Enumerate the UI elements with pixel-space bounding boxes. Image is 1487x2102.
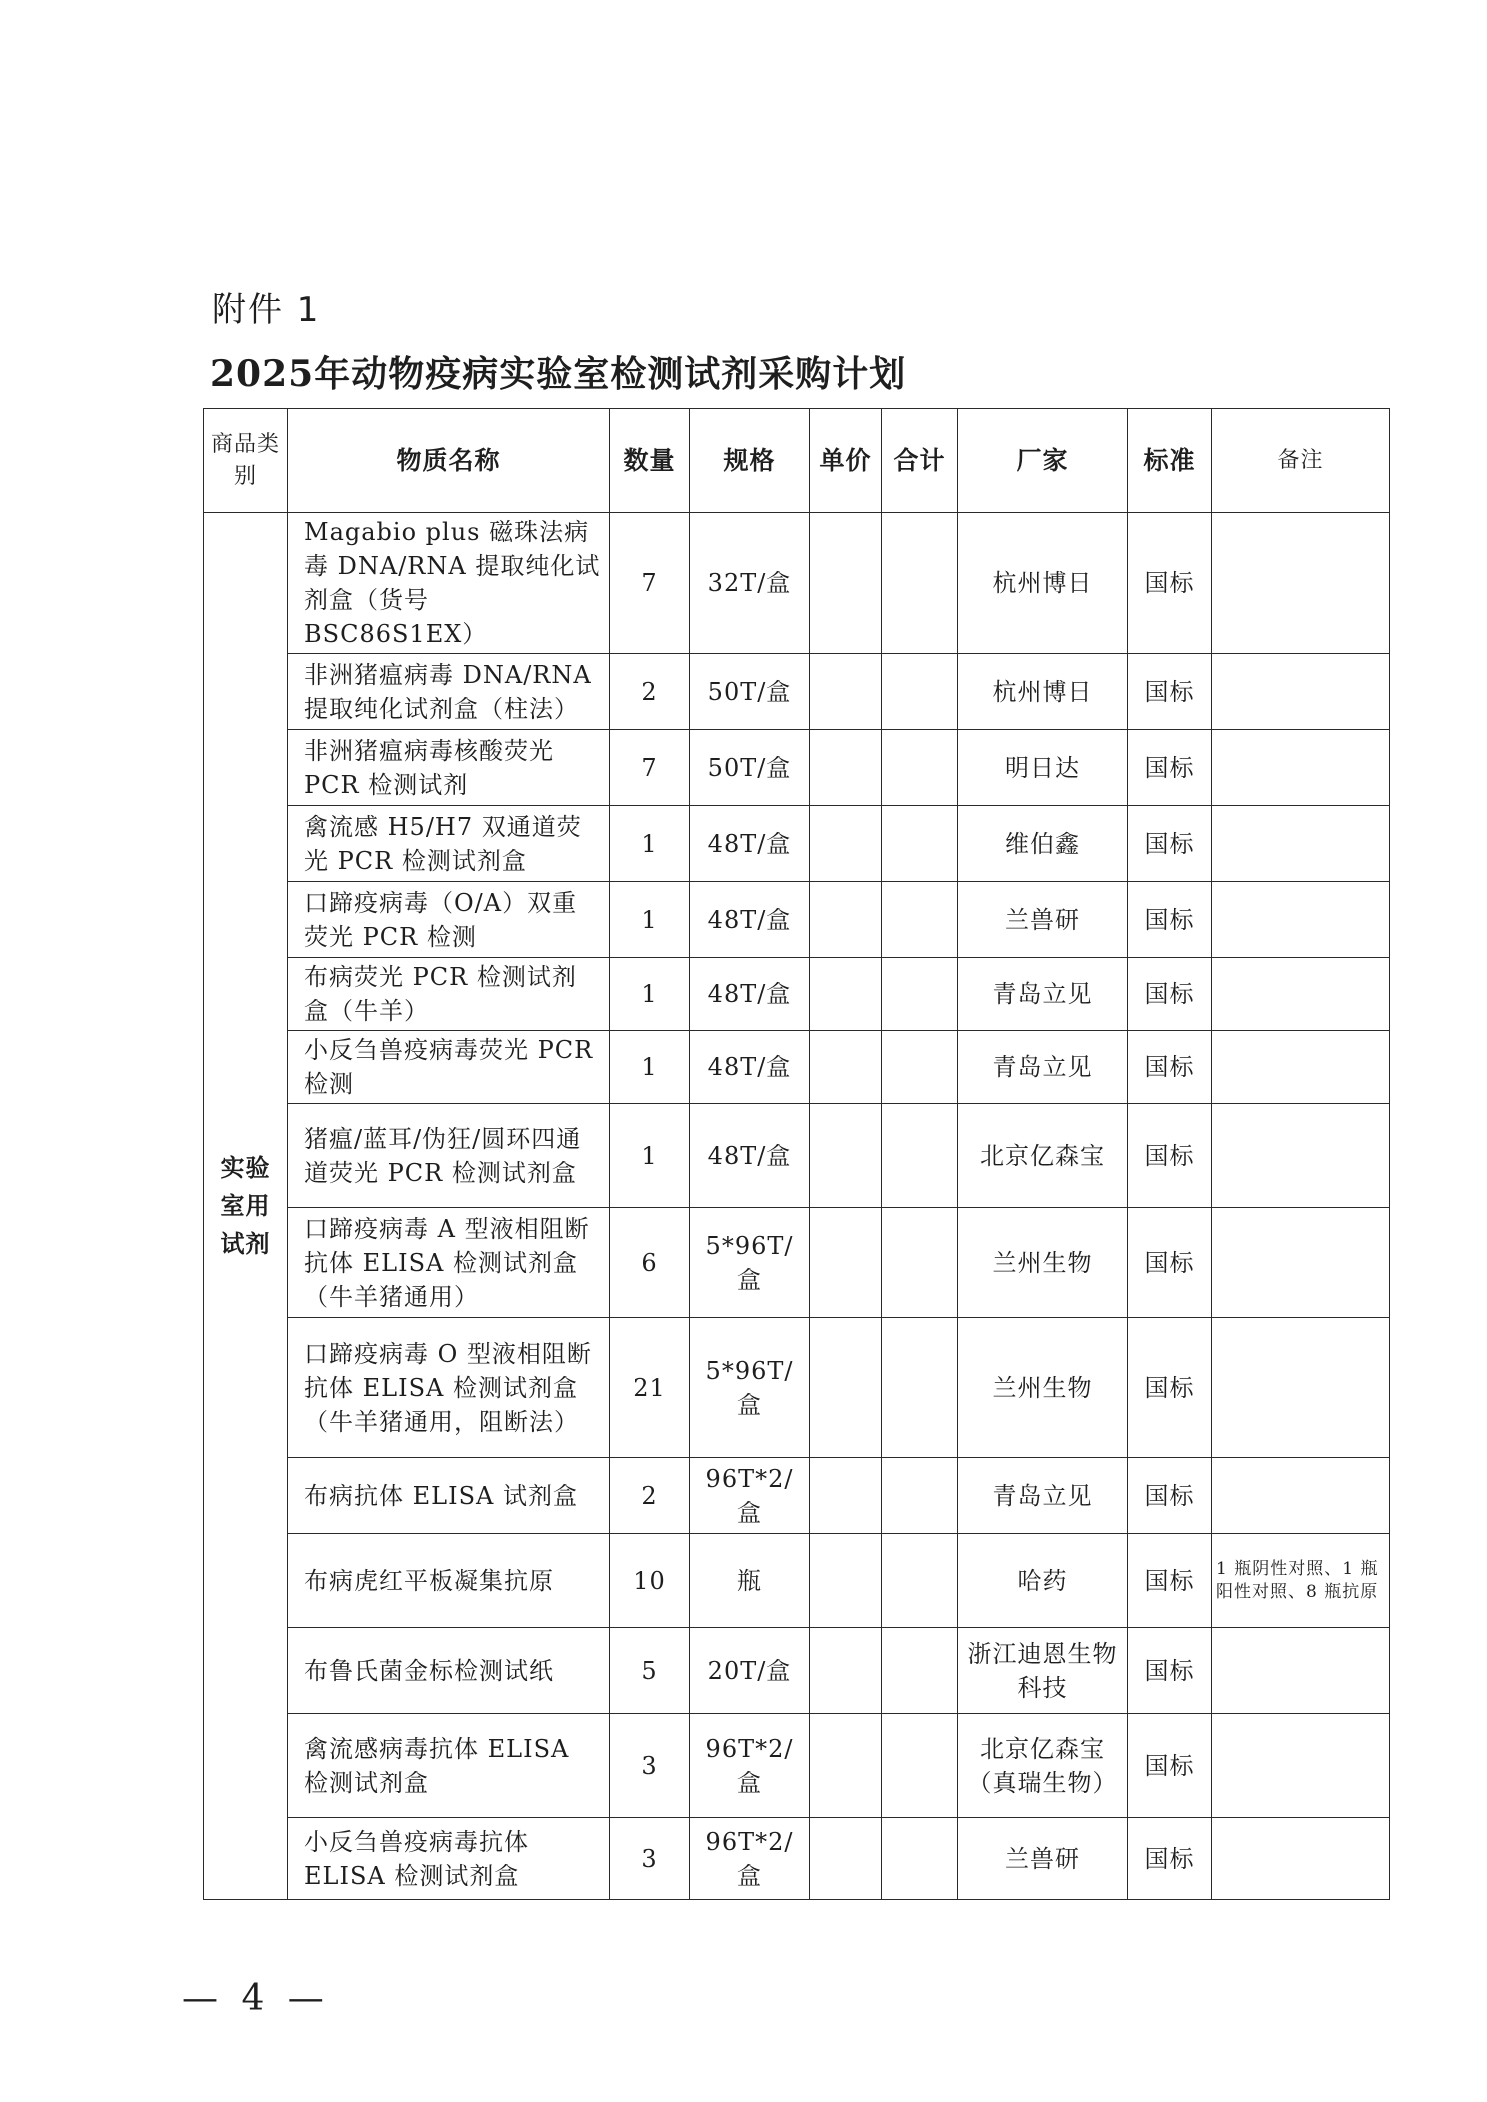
total-cell	[882, 1534, 958, 1628]
table-row	[204, 1714, 1390, 1818]
manufacturer-cell: 哈药	[958, 1534, 1128, 1628]
remark-cell	[1212, 1818, 1390, 1900]
manufacturer-cell: 兰兽研	[958, 882, 1128, 958]
quantity-cell: 21	[610, 1318, 690, 1458]
name-cell: 猪瘟/蓝耳/伪狂/圆环四通道荧光 PCR 检测试剂盒	[288, 1104, 610, 1208]
manufacturer-cell: 青岛立见	[958, 958, 1128, 1031]
standard-cell: 国标	[1128, 1318, 1212, 1458]
spec-cell: 48T/盒	[690, 806, 810, 882]
manufacturer-cell: 杭州博日	[958, 513, 1128, 654]
unit-price-cell	[810, 1818, 882, 1900]
header-quantity: 数量	[610, 409, 690, 513]
unit-price-cell	[810, 654, 882, 730]
remark-cell	[1212, 1318, 1390, 1458]
remark-cell	[1212, 654, 1390, 730]
spec-cell: 48T/盒	[690, 1031, 810, 1104]
name-cell: 布鲁氏菌金标检测试纸	[288, 1628, 610, 1714]
name-cell: 口蹄疫病毒（O/A）双重荧光 PCR 检测	[288, 882, 610, 958]
manufacturer-cell: 兰州生物	[958, 1208, 1128, 1318]
spec-cell: 48T/盒	[690, 1104, 810, 1208]
spec-cell: 96T*2/盒	[690, 1818, 810, 1900]
unit-price-cell	[810, 806, 882, 882]
total-cell	[882, 654, 958, 730]
table-row	[204, 1031, 1390, 1104]
header-name: 物质名称	[288, 409, 610, 513]
remark-cell	[1212, 806, 1390, 882]
unit-price-cell	[810, 1031, 882, 1104]
unit-price-cell	[810, 1318, 882, 1458]
name-cell: 布病抗体 ELISA 试剂盒	[288, 1458, 610, 1534]
remark-cell	[1212, 1458, 1390, 1534]
table-row	[204, 1534, 1390, 1628]
table-row	[204, 513, 1390, 654]
total-cell	[882, 1628, 958, 1714]
quantity-cell: 3	[610, 1714, 690, 1818]
unit-price-cell	[810, 1628, 882, 1714]
spec-cell: 5*96T/盒	[690, 1318, 810, 1458]
quantity-cell: 1	[610, 958, 690, 1031]
name-cell: 布病虎红平板凝集抗原	[288, 1534, 610, 1628]
total-cell	[882, 730, 958, 806]
unit-price-cell	[810, 1714, 882, 1818]
procurement-table	[203, 408, 1390, 1900]
remark-cell	[1212, 1628, 1390, 1714]
spec-cell: 20T/盒	[690, 1628, 810, 1714]
total-cell	[882, 1208, 958, 1318]
spec-cell: 50T/盒	[690, 730, 810, 806]
total-cell	[882, 1714, 958, 1818]
unit-price-cell	[810, 1208, 882, 1318]
table-row	[204, 882, 1390, 958]
header-total: 合计	[882, 409, 958, 513]
manufacturer-cell: 明日达	[958, 730, 1128, 806]
table-row	[204, 806, 1390, 882]
standard-cell: 国标	[1128, 958, 1212, 1031]
total-cell	[882, 958, 958, 1031]
table-row	[204, 1628, 1390, 1714]
remark-cell	[1212, 958, 1390, 1031]
spec-cell: 50T/盒	[690, 654, 810, 730]
standard-cell: 国标	[1128, 882, 1212, 958]
remark-cell	[1212, 513, 1390, 654]
name-cell: 小反刍兽疫病毒荧光 PCR 检测	[288, 1031, 610, 1104]
attachment-label: 附件 1	[212, 290, 321, 330]
table-row	[204, 730, 1390, 806]
table-row	[204, 958, 1390, 1031]
unit-price-cell	[810, 1534, 882, 1628]
remark-cell: 1 瓶阴性对照、1 瓶阳性对照、8 瓶抗原	[1212, 1534, 1390, 1628]
name-cell: 非洲猪瘟病毒核酸荧光 PCR 检测试剂	[288, 730, 610, 806]
total-cell	[882, 1818, 958, 1900]
table-row	[204, 1458, 1390, 1534]
page-number: — 4 —	[182, 1978, 330, 2019]
total-cell	[882, 1031, 958, 1104]
remark-cell	[1212, 1104, 1390, 1208]
manufacturer-cell: 北京亿森宝（真瑞生物）	[958, 1714, 1128, 1818]
quantity-cell: 10	[610, 1534, 690, 1628]
header-category: 商品类别	[204, 409, 288, 513]
header-remark: 备注	[1212, 409, 1390, 513]
header-standard: 标准	[1128, 409, 1212, 513]
unit-price-cell	[810, 513, 882, 654]
header-row	[204, 409, 1390, 513]
table-row	[204, 1104, 1390, 1208]
standard-cell: 国标	[1128, 1714, 1212, 1818]
standard-cell: 国标	[1128, 1104, 1212, 1208]
spec-cell: 48T/盒	[690, 958, 810, 1031]
manufacturer-cell: 北京亿森宝	[958, 1104, 1128, 1208]
spec-cell: 48T/盒	[690, 882, 810, 958]
spec-cell: 32T/盒	[690, 513, 810, 654]
quantity-cell: 7	[610, 513, 690, 654]
total-cell	[882, 882, 958, 958]
total-cell	[882, 513, 958, 654]
total-cell	[882, 1458, 958, 1534]
name-cell: 禽流感病毒抗体 ELISA 检测试剂盒	[288, 1714, 610, 1818]
category-cell: 实验室用试剂	[204, 513, 288, 1900]
standard-cell: 国标	[1128, 513, 1212, 654]
header-unit-price: 单价	[810, 409, 882, 513]
quantity-cell: 5	[610, 1628, 690, 1714]
name-cell: 小反刍兽疫病毒抗体 ELISA 检测试剂盒	[288, 1818, 610, 1900]
spec-cell: 瓶	[690, 1534, 810, 1628]
name-cell: 禽流感 H5/H7 双通道荧光 PCR 检测试剂盒	[288, 806, 610, 882]
remark-cell	[1212, 1031, 1390, 1104]
spec-cell: 96T*2/盒	[690, 1458, 810, 1534]
header-spec: 规格	[690, 409, 810, 513]
unit-price-cell	[810, 958, 882, 1031]
standard-cell: 国标	[1128, 1458, 1212, 1534]
table-row	[204, 1818, 1390, 1900]
table-row	[204, 1208, 1390, 1318]
standard-cell: 国标	[1128, 1818, 1212, 1900]
table-row	[204, 1318, 1390, 1458]
quantity-cell: 1	[610, 1104, 690, 1208]
manufacturer-cell: 浙江迪恩生物科技	[958, 1628, 1128, 1714]
spec-cell: 5*96T/盒	[690, 1208, 810, 1318]
remark-cell	[1212, 730, 1390, 806]
standard-cell: 国标	[1128, 730, 1212, 806]
quantity-cell: 1	[610, 882, 690, 958]
manufacturer-cell: 青岛立见	[958, 1031, 1128, 1104]
name-cell: 布病荧光 PCR 检测试剂盒（牛羊）	[288, 958, 610, 1031]
total-cell	[882, 1104, 958, 1208]
document-title: 2025年动物疫病实验室检测试剂采购计划	[210, 353, 907, 395]
total-cell	[882, 806, 958, 882]
standard-cell: 国标	[1128, 806, 1212, 882]
quantity-cell: 2	[610, 1458, 690, 1534]
standard-cell: 国标	[1128, 1208, 1212, 1318]
table-row	[204, 654, 1390, 730]
unit-price-cell	[810, 882, 882, 958]
spec-cell: 96T*2/盒	[690, 1714, 810, 1818]
unit-price-cell	[810, 730, 882, 806]
quantity-cell: 6	[610, 1208, 690, 1318]
name-cell: 口蹄疫病毒 A 型液相阻断抗体 ELISA 检测试剂盒（牛羊猪通用）	[288, 1208, 610, 1318]
unit-price-cell	[810, 1458, 882, 1534]
remark-cell	[1212, 1714, 1390, 1818]
remark-cell	[1212, 1208, 1390, 1318]
name-cell: Magabio plus 磁珠法病毒 DNA/RNA 提取纯化试剂盒（货号 BSC86S1EX）	[288, 513, 610, 654]
header-manufacturer: 厂家	[958, 409, 1128, 513]
manufacturer-cell: 杭州博日	[958, 654, 1128, 730]
manufacturer-cell: 维伯鑫	[958, 806, 1128, 882]
standard-cell: 国标	[1128, 1534, 1212, 1628]
standard-cell: 国标	[1128, 654, 1212, 730]
quantity-cell: 2	[610, 654, 690, 730]
quantity-cell: 1	[610, 1031, 690, 1104]
name-cell: 口蹄疫病毒 O 型液相阻断抗体 ELISA 检测试剂盒（牛羊猪通用，阻断法）	[288, 1318, 610, 1458]
manufacturer-cell: 青岛立见	[958, 1458, 1128, 1534]
standard-cell: 国标	[1128, 1031, 1212, 1104]
quantity-cell: 3	[610, 1818, 690, 1900]
quantity-cell: 7	[610, 730, 690, 806]
standard-cell: 国标	[1128, 1628, 1212, 1714]
unit-price-cell	[810, 1104, 882, 1208]
name-cell: 非洲猪瘟病毒 DNA/RNA 提取纯化试剂盒（柱法）	[288, 654, 610, 730]
quantity-cell: 1	[610, 806, 690, 882]
remark-cell	[1212, 882, 1390, 958]
manufacturer-cell: 兰州生物	[958, 1318, 1128, 1458]
total-cell	[882, 1318, 958, 1458]
manufacturer-cell: 兰兽研	[958, 1818, 1128, 1900]
